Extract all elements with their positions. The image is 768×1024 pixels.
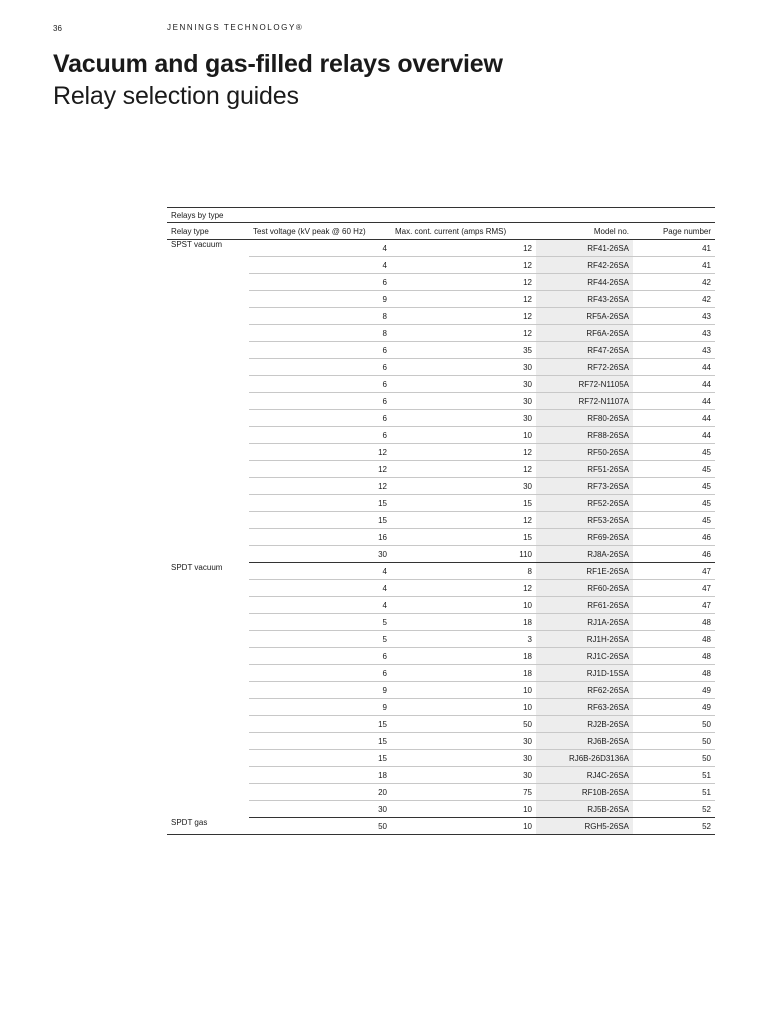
test-voltage-cell: 12 (249, 461, 391, 478)
model-no-cell: RF53-26SA (536, 512, 633, 529)
test-voltage-cell: 9 (249, 291, 391, 308)
page-number-cell: 49 (633, 682, 715, 699)
table-row (167, 325, 715, 342)
model-no-cell: RF43-26SA (536, 291, 633, 308)
table-row (167, 257, 715, 274)
model-no-cell: RF73-26SA (536, 478, 633, 495)
max-current-cell: 18 (391, 665, 536, 682)
test-voltage-cell: 5 (249, 614, 391, 631)
table-row (167, 444, 715, 461)
test-voltage-cell: 15 (249, 750, 391, 767)
max-current-cell: 30 (391, 750, 536, 767)
page-subtitle: Relay selection guides (53, 82, 299, 110)
test-voltage-cell: 50 (249, 818, 391, 835)
table-row (167, 631, 715, 648)
model-no-cell: RF10B-26SA (536, 784, 633, 801)
table-row (167, 546, 715, 563)
model-no-cell: RF41-26SA (536, 240, 633, 257)
model-no-cell: RF1E-26SA (536, 563, 633, 580)
column-header-model-no: Model no. (536, 223, 633, 240)
page-number-cell: 48 (633, 614, 715, 631)
test-voltage-cell: 5 (249, 631, 391, 648)
model-no-cell: RF51-26SA (536, 461, 633, 478)
page-number-cell: 44 (633, 393, 715, 410)
page-number-cell: 52 (633, 818, 715, 835)
test-voltage-cell: 12 (249, 444, 391, 461)
page-number-cell: 49 (633, 699, 715, 716)
model-no-cell: RF50-26SA (536, 444, 633, 461)
model-no-cell: RF72-26SA (536, 359, 633, 376)
table-row (167, 427, 715, 444)
test-voltage-cell: 6 (249, 376, 391, 393)
test-voltage-cell: 4 (249, 597, 391, 614)
max-current-cell: 12 (391, 291, 536, 308)
table-row (167, 648, 715, 665)
page-number-cell: 47 (633, 563, 715, 580)
table-row (167, 240, 715, 257)
test-voltage-cell: 6 (249, 427, 391, 444)
max-current-cell: 12 (391, 257, 536, 274)
model-no-cell: RJ1A-26SA (536, 614, 633, 631)
page-number-cell: 41 (633, 257, 715, 274)
page-number-cell: 43 (633, 325, 715, 342)
max-current-cell: 3 (391, 631, 536, 648)
max-current-cell: 30 (391, 410, 536, 427)
model-no-cell: RF88-26SA (536, 427, 633, 444)
page-number-cell: 45 (633, 444, 715, 461)
table-header-row (167, 223, 715, 240)
page-number-cell: 51 (633, 784, 715, 801)
table-row (167, 342, 715, 359)
page-number-cell: 44 (633, 427, 715, 444)
model-no-cell: RF72-N1107A (536, 393, 633, 410)
test-voltage-cell: 6 (249, 342, 391, 359)
test-voltage-cell: 9 (249, 682, 391, 699)
model-no-cell: RJ1C-26SA (536, 648, 633, 665)
max-current-cell: 18 (391, 614, 536, 631)
table-row (167, 393, 715, 410)
relay-type-cell: SPDT gas (167, 818, 249, 835)
table-row (167, 291, 715, 308)
max-current-cell: 8 (391, 563, 536, 580)
max-current-cell: 15 (391, 495, 536, 512)
max-current-cell: 30 (391, 767, 536, 784)
page-number-cell: 50 (633, 733, 715, 750)
table-row (167, 478, 715, 495)
table-row (167, 818, 715, 835)
table-row (167, 716, 715, 733)
table-row (167, 784, 715, 801)
max-current-cell: 75 (391, 784, 536, 801)
model-no-cell: RJ1H-26SA (536, 631, 633, 648)
max-current-cell: 10 (391, 427, 536, 444)
max-current-cell: 12 (391, 444, 536, 461)
test-voltage-cell: 15 (249, 495, 391, 512)
table-row (167, 801, 715, 818)
max-current-cell: 10 (391, 818, 536, 835)
test-voltage-cell: 15 (249, 733, 391, 750)
model-no-cell: RJ4C-26SA (536, 767, 633, 784)
model-no-cell: RF80-26SA (536, 410, 633, 427)
model-no-cell: RF69-26SA (536, 529, 633, 546)
model-no-cell: RF5A-26SA (536, 308, 633, 325)
test-voltage-cell: 6 (249, 393, 391, 410)
max-current-cell: 50 (391, 716, 536, 733)
model-no-cell: RJ2B-26SA (536, 716, 633, 733)
table-row (167, 767, 715, 784)
model-no-cell: RF60-26SA (536, 580, 633, 597)
max-current-cell: 30 (391, 359, 536, 376)
max-current-cell: 10 (391, 699, 536, 716)
page-number-cell: 45 (633, 478, 715, 495)
page-title: Vacuum and gas-filled relays overview (53, 50, 503, 78)
page-number-cell: 44 (633, 410, 715, 427)
max-current-cell: 10 (391, 801, 536, 818)
max-current-cell: 12 (391, 580, 536, 597)
page-number-cell: 45 (633, 461, 715, 478)
table-row (167, 461, 715, 478)
page-number-cell: 44 (633, 376, 715, 393)
test-voltage-cell: 9 (249, 699, 391, 716)
page-number-cell: 52 (633, 801, 715, 818)
column-header-relay-type: Relay type (167, 223, 249, 240)
table-row (167, 376, 715, 393)
relay-type-cell: SPST vacuum (171, 240, 222, 249)
max-current-cell: 18 (391, 648, 536, 665)
max-current-cell: 12 (391, 325, 536, 342)
table-row (167, 597, 715, 614)
test-voltage-cell: 30 (249, 546, 391, 563)
table-row (167, 512, 715, 529)
page-number-cell: 45 (633, 495, 715, 512)
page-number-cell: 42 (633, 274, 715, 291)
test-voltage-cell: 15 (249, 716, 391, 733)
model-no-cell: RF72-N1105A (536, 376, 633, 393)
table-row (167, 750, 715, 767)
page-number-cell: 48 (633, 648, 715, 665)
table-row (167, 359, 715, 376)
model-no-cell: RJ6B-26SA (536, 733, 633, 750)
table-row (167, 274, 715, 291)
model-no-cell: RF47-26SA (536, 342, 633, 359)
test-voltage-cell: 6 (249, 648, 391, 665)
page-number-cell: 47 (633, 597, 715, 614)
test-voltage-cell: 6 (249, 410, 391, 427)
page-number-cell: 45 (633, 512, 715, 529)
test-voltage-cell: 6 (249, 665, 391, 682)
model-no-cell: RJ5B-26SA (536, 801, 633, 818)
test-voltage-cell: 4 (249, 580, 391, 597)
page-number-cell: 46 (633, 529, 715, 546)
page-number-cell: 50 (633, 750, 715, 767)
max-current-cell: 12 (391, 461, 536, 478)
test-voltage-cell: 4 (249, 240, 391, 257)
table-body (167, 240, 715, 835)
page-number-cell: 46 (633, 546, 715, 563)
max-current-cell: 30 (391, 478, 536, 495)
page-number-cell: 41 (633, 240, 715, 257)
test-voltage-cell: 4 (249, 563, 391, 580)
max-current-cell: 10 (391, 682, 536, 699)
page-number-cell: 44 (633, 359, 715, 376)
relays-table-container (167, 207, 715, 835)
table-row (167, 580, 715, 597)
page-number-cell: 47 (633, 580, 715, 597)
max-current-cell: 12 (391, 274, 536, 291)
test-voltage-cell: 12 (249, 478, 391, 495)
test-voltage-cell: 15 (249, 512, 391, 529)
page-number: 36 (53, 24, 62, 33)
test-voltage-cell: 6 (249, 359, 391, 376)
page-number-cell: 43 (633, 342, 715, 359)
page-number-cell: 50 (633, 716, 715, 733)
model-no-cell: RF52-26SA (536, 495, 633, 512)
max-current-cell: 30 (391, 733, 536, 750)
table-row (167, 563, 715, 580)
model-no-cell: RJ8A-26SA (536, 546, 633, 563)
model-no-cell: RF61-26SA (536, 597, 633, 614)
model-no-cell: RF44-26SA (536, 274, 633, 291)
test-voltage-cell: 4 (249, 257, 391, 274)
table-row (167, 665, 715, 682)
table-row (167, 733, 715, 750)
model-no-cell: RJ1D-15SA (536, 665, 633, 682)
max-current-cell: 10 (391, 597, 536, 614)
test-voltage-cell: 8 (249, 325, 391, 342)
max-current-cell: 110 (391, 546, 536, 563)
table-row (167, 308, 715, 325)
max-current-cell: 12 (391, 308, 536, 325)
test-voltage-cell: 18 (249, 767, 391, 784)
column-header-page-number: Page number (633, 223, 715, 240)
model-no-cell: RF42-26SA (536, 257, 633, 274)
page-number-cell: 43 (633, 308, 715, 325)
page-number-cell: 48 (633, 631, 715, 648)
relays-by-type-table (167, 207, 715, 835)
table-row (167, 410, 715, 427)
page-number-cell: 42 (633, 291, 715, 308)
model-no-cell: RJ6B-26D3136A (536, 750, 633, 767)
table-caption-row (167, 208, 715, 223)
relay-type-cell: SPDT vacuum (171, 562, 223, 572)
test-voltage-cell: 20 (249, 784, 391, 801)
max-current-cell: 12 (391, 512, 536, 529)
table-row (167, 495, 715, 512)
model-no-cell: RF63-26SA (536, 699, 633, 716)
max-current-cell: 35 (391, 342, 536, 359)
column-header-test-voltage: Test voltage (kV peak @ 60 Hz) (249, 223, 391, 240)
column-header-max-current: Max. cont. current (amps RMS) (391, 223, 536, 240)
page-number-cell: 51 (633, 767, 715, 784)
model-no-cell: RF62-26SA (536, 682, 633, 699)
max-current-cell: 12 (391, 240, 536, 257)
test-voltage-cell: 30 (249, 801, 391, 818)
max-current-cell: 30 (391, 376, 536, 393)
test-voltage-cell: 16 (249, 529, 391, 546)
test-voltage-cell: 6 (249, 274, 391, 291)
model-no-cell: RF6A-26SA (536, 325, 633, 342)
table-row (167, 682, 715, 699)
test-voltage-cell: 8 (249, 308, 391, 325)
max-current-cell: 30 (391, 393, 536, 410)
brand-name: JENNINGS TECHNOLOGY® (167, 23, 304, 32)
table-row (167, 529, 715, 546)
table-caption: Relays by type (167, 208, 715, 223)
table-row (167, 614, 715, 631)
table-row (167, 699, 715, 716)
max-current-cell: 15 (391, 529, 536, 546)
page-number-cell: 48 (633, 665, 715, 682)
model-no-cell: RGH5-26SA (536, 818, 633, 835)
